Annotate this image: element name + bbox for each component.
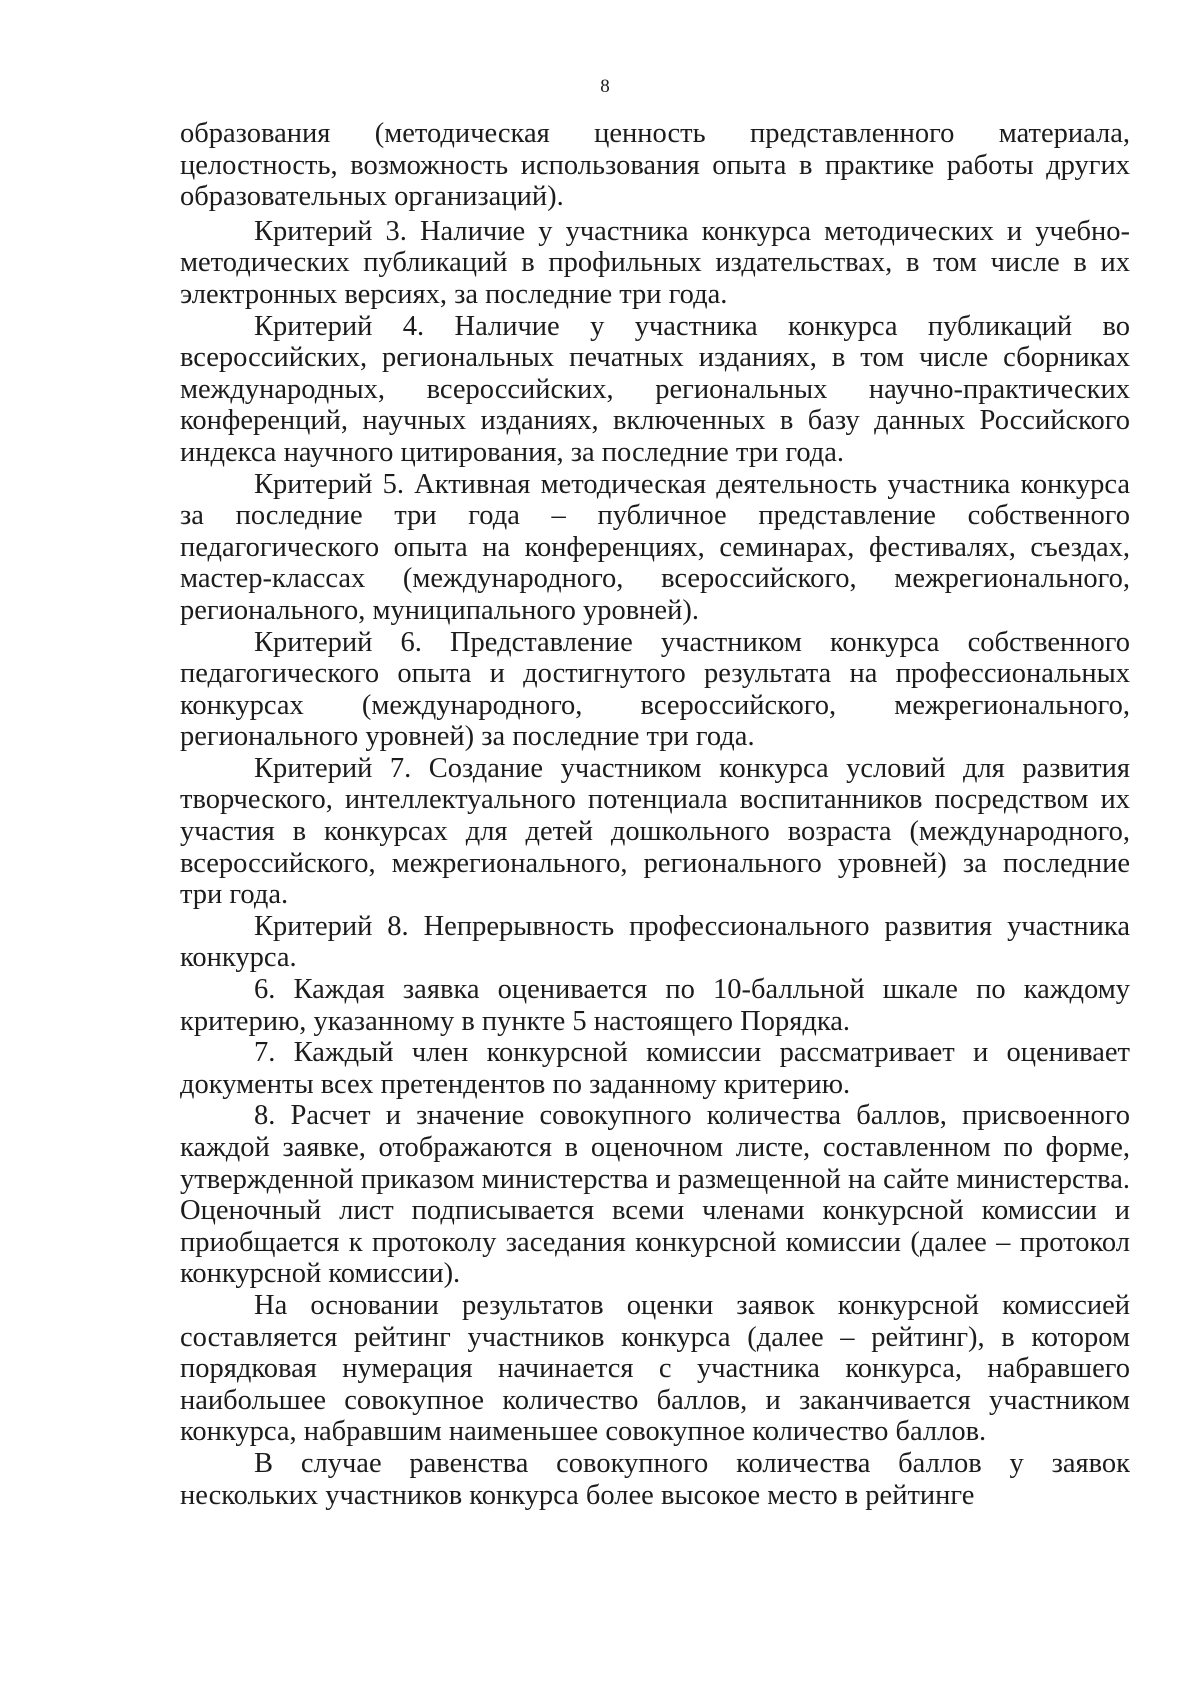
paragraph-criterion-8: Критерий 8. Непрерывность профессионального развития участника конкурса.: [180, 910, 1130, 974]
page-number: 8: [600, 76, 610, 97]
paragraph-criterion-7: Критерий 7. Создание участником конкурса условий для развития творческого, интеллектуального потенциала воспитанников посредством их участия в конкурсах для детей дошкольного возраста (международного, всероссийского, межрегионального, регионального уровней) за последние три года.: [180, 752, 1130, 911]
paragraph-rating: На основании результатов оценки заявок конкурсной комиссией составляется рейтинг участников конкурса (далее – рейтинг), в котором порядковая нумерация начинается с участника конкурса, набравшего наибольшее совокупное количество баллов, и заканчивается участником конкурса, набравшим наименьшее совокупное количество баллов.: [180, 1289, 1130, 1448]
paragraph-continuation: образования (методическая ценность представленного материала, целостность, возможность использования опыта в практике работы других образовательных организаций).: [180, 118, 1130, 213]
paragraph-item-7: 7. Каждый член конкурсной комиссии рассматривает и оценивает документы всех претендентов по заданному критерию.: [180, 1037, 1130, 1100]
paragraph-tie-break: В случае равенства совокупного количества баллов у заявок нескольких участников конкурса более высокое место в рейтинге: [180, 1447, 1130, 1511]
paragraph-item-6: 6. Каждая заявка оценивается по 10-балльной шкале по каждому критерию, указанному в пункте 5 настоящего Порядка.: [180, 974, 1130, 1037]
paragraph-criterion-5: Критерий 5. Активная методическая деятельность участника конкурса за последние три года – публичное представление собственного педагогического опыта на конференциях, семинарах, фестивалях, съездах, мастер-классах (международного, всероссийского, межрегионального, регионального, муниципального уровней).: [180, 468, 1130, 626]
paragraph-item-8: 8. Расчет и значение совокупного количества баллов, присвоенного каждой заявке, отображаются в оценочном листе, составленном по форме, утвержденной приказом министерства и размещенной на сайте министерства. Оценочный лист подписывается всеми членами конкурсной комиссии и приобщается к протоколу заседания конкурсной комиссии (далее – протокол конкурсной комиссии).: [180, 1100, 1130, 1290]
paragraph-criterion-6: Критерий 6. Представление участником конкурса собственного педагогического опыта и достигнутого результата на профессиональных конкурсах (международного, всероссийского, межрегионального, регионального уровней) за последние три года.: [180, 626, 1130, 753]
paragraph-criterion-4: Критерий 4. Наличие у участника конкурса публикаций во всероссийских, региональных печатных изданиях, в том числе сборниках международных, всероссийских, региональных научно-практических конференций, научных изданиях, включенных в базу данных Российского индекса научного цитирования, за последние три года.: [180, 310, 1130, 468]
document-body: [180, 118, 1130, 1511]
paragraph-criterion-3: Критерий 3. Наличие у участника конкурса методических и учебно-методических публикаций в профильных издательствах, в том числе в их электронных версиях, за последние три года.: [180, 215, 1130, 310]
